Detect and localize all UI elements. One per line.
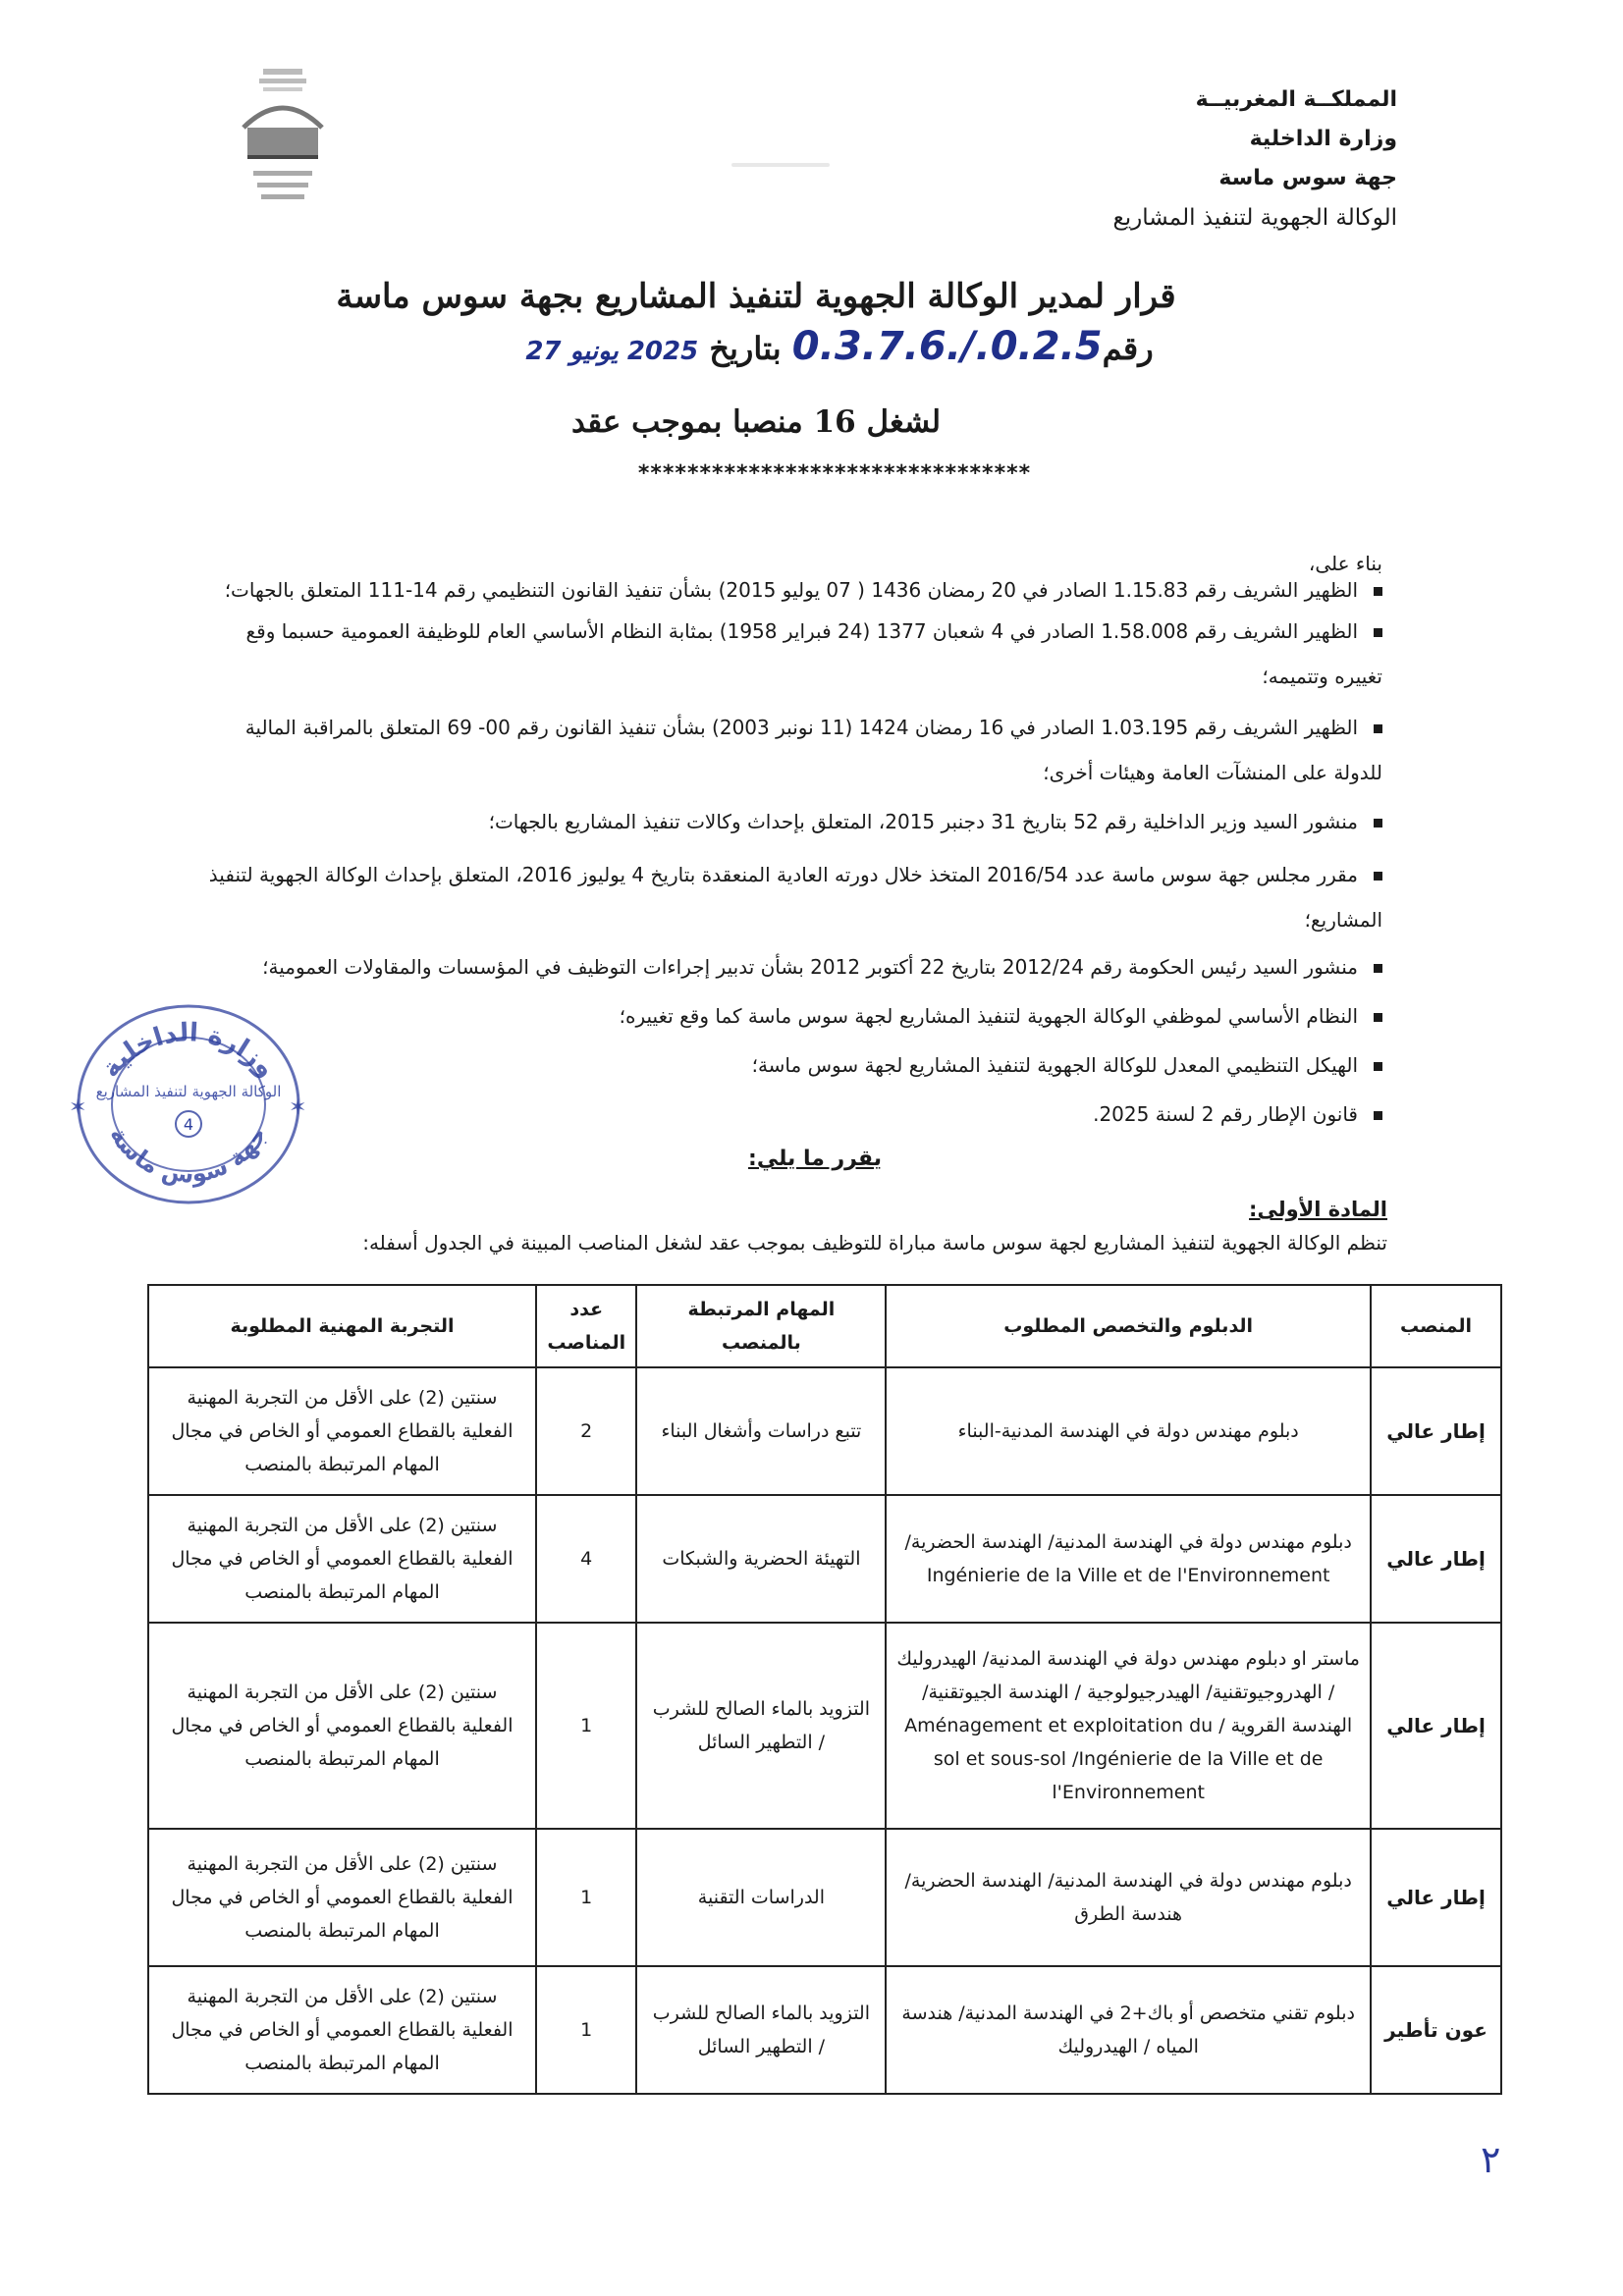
table-row xyxy=(148,1367,1501,1495)
col-header-experience: التجربة المهنية المطلوبة xyxy=(148,1285,536,1367)
stamp-inner-text: الوكالة الجهوية لتنفيذ المشاريع xyxy=(95,1083,282,1100)
cell-post: عون تأطير xyxy=(1371,1966,1501,2094)
svg-text:✶: ✶ xyxy=(289,1095,307,1120)
svg-text:✶: ✶ xyxy=(69,1095,87,1120)
cell-tasks: التزويد بالماء الصالح للشرب / التطهير السائل xyxy=(636,1966,886,2094)
cell-count: 1 xyxy=(536,1829,637,1966)
table-row xyxy=(148,1623,1501,1829)
bullet-icon xyxy=(1374,628,1382,637)
stamp-outer-text: وزارة الداخلية xyxy=(95,1018,282,1084)
article-1-heading: المادة الأولى: xyxy=(1249,1198,1387,1221)
decision-subject: لشغل 16 منصبا بموجب عقد xyxy=(570,404,942,440)
stamp-bottom-text: جهة سوس ماسة xyxy=(104,1121,273,1190)
preamble-item: منشور السيد وزير الداخلية رقم 52 بتاريخ 31 دجنبر 2015، المتعلق بإحداث وكالات تنفيذ المشاريع بالجهات؛ xyxy=(194,799,1382,844)
col-header-post: المنصب xyxy=(1371,1285,1501,1367)
preamble-item: مقرر مجلس جهة سوس ماسة عدد 2016/54 المتخذ خلال دورته العادية المنعقدة بتاريخ 4 يوليوز 2016، المتعلق بإحداث الوكالة الجهوية لتنفيذ المشاريع؛ xyxy=(208,863,1382,932)
cell-experience: سنتين (2) على الأقل من التجربة المهنية الفعلية بالقطاع العمومي أو الخاص في مجال المهام المرتبطة بالمنصب xyxy=(148,1829,536,1966)
bullet-icon xyxy=(1374,964,1382,973)
decision-number-line xyxy=(461,324,1217,369)
cell-diploma: دبلوم مهندس دولة في الهندسة المدنية/ الهندسة الحضرية/ Ingénierie de la Ville et de l'Environnement xyxy=(886,1495,1371,1623)
svg-text:وزارة الداخلية xyxy=(96,1018,281,1083)
decides-heading: يقرر ما يلي: xyxy=(748,1147,882,1171)
cell-tasks: تتبع دراسات وأشغال البناء xyxy=(636,1367,886,1495)
cell-count: 4 xyxy=(536,1495,637,1623)
preamble-item: منشور السيد رئيس الحكومة رقم 2012/24 بتاريخ 22 أكتوبر 2012 بشأن تدبير إجراءات التوظيف في المؤسسات والمقاولات العمومية؛ xyxy=(194,944,1382,989)
date-prefix: بتاريخ xyxy=(709,330,782,367)
decision-title: قرار لمدير الوكالة الجهوية لتنفيذ المشاريع بجهة سوس ماسة xyxy=(336,277,1176,316)
cell-tasks: التهيئة الحضرية والشبكات xyxy=(636,1495,886,1623)
preamble-item: الهيكل التنظيمي المعدل للوكالة الجهوية لتنفيذ المشاريع لجهة سوس ماسة؛ xyxy=(194,1042,1382,1088)
stamp-number: 4 xyxy=(183,1115,194,1134)
agency-label: الوكالة الجهوية لتنفيذ المشاريع xyxy=(1112,205,1397,231)
table-row xyxy=(148,1966,1501,2094)
bullet-icon xyxy=(1374,1111,1382,1120)
scan-mark xyxy=(731,163,830,167)
cell-count: 1 xyxy=(536,1966,637,2094)
bullet-icon xyxy=(1374,587,1382,596)
bullet-icon xyxy=(1374,1062,1382,1071)
article-1-text: تنظم الوكالة الجهوية لتنفيذ المشاريع لجهة سوس ماسة مباراة للتوظيف بموجب عقد لشغل المناصب المبينة في الجدول أسفله: xyxy=(362,1231,1387,1255)
preamble-item: الظهير الشريف رقم 1.58.008 الصادر في 4 شعبان 1377 (24 فبراير 1958) بمثابة النظام الأساسي العام للوظيفة العمومية حسبما وقع تغييره وتتميمه؛ xyxy=(245,619,1382,688)
cell-experience: سنتين (2) على الأقل من التجربة المهنية الفعلية بالقطاع العمومي أو الخاص في مجال المهام المرتبطة بالمنصب xyxy=(148,1367,536,1495)
col-header-count: عدد المناصب xyxy=(536,1285,637,1367)
cell-experience: سنتين (2) على الأقل من التجربة المهنية الفعلية بالقطاع العمومي أو الخاص في مجال المهام المرتبطة بالمنصب xyxy=(148,1623,536,1829)
cell-diploma: دبلوم مهندس دولة في الهندسة المدنية-البناء xyxy=(886,1367,1371,1495)
cell-experience: سنتين (2) على الأقل من التجربة المهنية الفعلية بالقطاع العمومي أو الخاص في مجال المهام المرتبطة بالمنصب xyxy=(148,1966,536,2094)
document-header xyxy=(1113,80,1397,238)
official-stamp xyxy=(61,967,316,1222)
number-prefix: رقم xyxy=(1102,330,1154,367)
preamble-intro: بناء على، xyxy=(1308,552,1382,575)
cell-post: إطار عالي xyxy=(1371,1623,1501,1829)
bullet-icon xyxy=(1374,724,1382,733)
cell-post: إطار عالي xyxy=(1371,1495,1501,1623)
cell-tasks: الدراسات التقنية xyxy=(636,1829,886,1966)
title-separator: ******************************** xyxy=(637,461,1032,486)
decision-number: 0.3.7.6./.0.2.5 xyxy=(791,324,1103,369)
cell-diploma: دبلوم تقني متخصص أو باك+2 في الهندسة المدنية/ هندسة المياه / الهيدروليك xyxy=(886,1966,1371,2094)
table-row xyxy=(148,1495,1501,1623)
bullet-icon xyxy=(1374,872,1382,881)
preamble-item: قانون الإطار رقم 2 لسنة 2025. xyxy=(194,1092,1382,1137)
bullet-icon xyxy=(1374,819,1382,828)
table-header-row xyxy=(148,1285,1501,1367)
cell-count: 1 xyxy=(536,1623,637,1829)
ministry-label: وزارة الداخلية xyxy=(1249,127,1397,151)
table-row xyxy=(148,1829,1501,1966)
cell-diploma: دبلوم مهندس دولة في الهندسة المدنية/ الهندسة الحضرية/ هندسة الطرق xyxy=(886,1829,1371,1966)
kingdom-label: المملكــة المغربيــة xyxy=(1195,87,1397,112)
region-logo-icon xyxy=(234,69,332,216)
decision-date: 2025 يونيو 27 xyxy=(525,337,699,366)
cell-diploma: ماستر او دبلوم مهندس دولة في الهندسة المدنية/ الهيدروليك / الهدروجيوتقنية/ الهيدرجيولوجية / الهندسة الجيوتقنية/ الهندسة القروية / Aménagement et exploitation du sol et sous-sol /Ingénierie de la Ville et de l'Environnement xyxy=(886,1623,1371,1829)
preamble-item: الظهير الشريف رقم 1.03.195 الصادر في 16 رمضان 1424 (11 نونبر 2003) بشأن تنفيذ القانون رقم 00- 69 المتعلق بالمراقبة المالية للدولة على المنشآت العامة وهيئات أخرى؛ xyxy=(244,716,1382,784)
positions-table xyxy=(147,1284,1502,2095)
cell-count: 2 xyxy=(536,1367,637,1495)
preamble-item: الظهير الشريف رقم 1.15.83 الصادر في 20 رمضان 1436 ( 07 يوليو 2015) بشأن تنفيذ القانون التنظيمي رقم 14-111 المتعلق بالجهات؛ xyxy=(194,567,1382,613)
cell-tasks: التزويد بالماء الصالح للشرب / التطهير السائل xyxy=(636,1623,886,1829)
page-mark: ٢ xyxy=(1481,2138,1501,2181)
cell-post: إطار عالي xyxy=(1371,1367,1501,1495)
bullet-icon xyxy=(1374,1013,1382,1022)
col-header-diploma: الدبلوم والتخصص المطلوب xyxy=(886,1285,1371,1367)
col-header-tasks: المهام المرتبطة بالمنصب xyxy=(636,1285,886,1367)
preamble-item: النظام الأساسي لموظفي الوكالة الجهوية لتنفيذ المشاريع لجهة سوس ماسة كما وقع تغييره؛ xyxy=(194,993,1382,1039)
region-label: جهة سوس ماسة xyxy=(1218,166,1397,190)
cell-experience: سنتين (2) على الأقل من التجربة المهنية الفعلية بالقطاع العمومي أو الخاص في مجال المهام المرتبطة بالمنصب xyxy=(148,1495,536,1623)
cell-post: إطار عالي xyxy=(1371,1829,1501,1966)
